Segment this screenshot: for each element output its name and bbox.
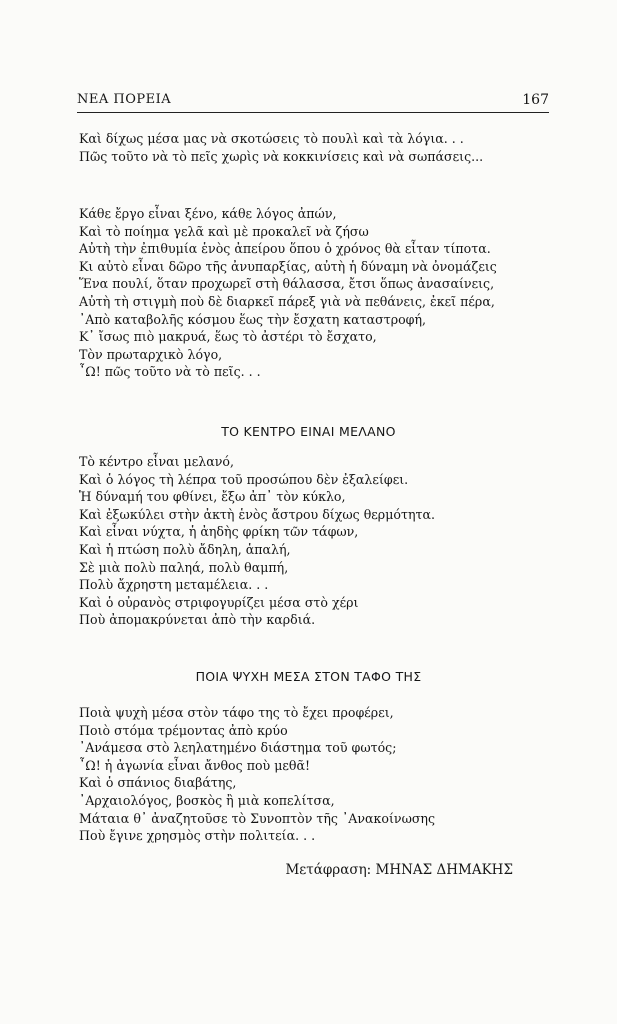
verse-line: ᾿Ανάμεσα στὸ λεηλατημένο διάστημα τοῦ φωτός; bbox=[79, 740, 397, 756]
verse-line: Ἡ δύναμή του φθίνει, ἔξω ἀπ᾿ τὸν κύκλο, bbox=[79, 489, 346, 505]
verse-line: Πῶς τοῦτο νὰ τὸ πεῖς χωρὶς νὰ κοκκινίσεις καὶ νὰ σωπάσεις... bbox=[79, 148, 484, 164]
verse-line: Πολὺ ἄχρηστη μεταμέλεια. . . bbox=[79, 577, 269, 593]
verse-line: ᾿Απὸ καταβολῆς κόσμου ἕως τὴν ἔσχατη καταστροφή, bbox=[79, 311, 427, 327]
verse-line: Καὶ ὁ οὐρανὸς στριφογυρίζει μέσα στὸ χέρι bbox=[79, 594, 359, 610]
poem-3-body bbox=[79, 704, 435, 845]
verse-line: Καὶ εἶναι νύχτα, ἡ ἀηδὴς φρίκη τῶν τάφων, bbox=[79, 524, 359, 540]
verse-line: Αὐτὴ τὴ στιγμὴ ποὺ δὲ διαρκεῖ πάρεξ γιὰ νὰ πεθάνεις, ἐκεῖ πέρα, bbox=[79, 293, 495, 309]
verse-line: Τὸ κέντρο εἶναι μελανό, bbox=[79, 454, 234, 469]
verse-line: Καὶ ἡ πτώση πολὺ ἄδηλη, ἁπαλή, bbox=[79, 541, 291, 557]
stanza-2 bbox=[79, 205, 497, 381]
verse-line: Καὶ ὁ λόγος τὴ λέπρα τοῦ προσώπου δὲν ἐξαλείφει. bbox=[79, 471, 409, 487]
verse-line: ῏Ω! ἡ ἀγωνία εἶναι ἄνθος ποὺ μεθᾶ! bbox=[79, 757, 311, 773]
verse-line: Ποιὰ ψυχὴ μέσα στὸν τάφο της τὸ ἔχει προφέρει, bbox=[79, 705, 394, 720]
verse-line: Καὶ ἐξωκύλει στὴν ἀκτὴ ἑνὸς ἄστρου δίχως θερμότητα. bbox=[79, 506, 435, 522]
running-header bbox=[77, 92, 549, 112]
journal-title: ΝΕΑ ΠΟΡΕΙΑ bbox=[77, 92, 172, 107]
verse-line: Καὶ ὁ σπάνιος διαβάτης, bbox=[79, 775, 237, 791]
verse-line: Καὶ τὸ ποίημα γελᾶ καὶ μὲ προκαλεῖ νὰ ζήσω bbox=[79, 223, 369, 239]
verse-line: Κάθε ἔργο εἶναι ξένο, κάθε λόγος ἀπών, bbox=[79, 206, 337, 221]
page-number: 167 bbox=[522, 92, 549, 108]
poem-title: ΤΟ ΚΕΝΤΡΟ ΕΙΝΑΙ ΜΕΛΑΝΟ bbox=[221, 424, 396, 439]
poem-2-body bbox=[79, 453, 435, 629]
verse-line: Ποὺ ἀπομακρύνεται ἀπὸ τὴν καρδιά. bbox=[79, 612, 316, 628]
verse-line: Αὐτὴ τὴν ἐπιθυμία ἑνὸς ἀπείρου ὅπου ὁ χρόνος θὰ εἶταν τίποτα. bbox=[79, 241, 491, 257]
verse-line: Σὲ μιὰ πολὺ παληά, πολὺ θαμπή, bbox=[79, 559, 289, 575]
poem-title: ΠΟΙΑ ΨΥΧΗ ΜΕΣΑ ΣΤΟΝ ΤΑΦΟ ΤΗΣ bbox=[195, 669, 422, 684]
verse-line: Μάταια θ᾿ ἀναζητοῦσε τὸ Συνοπτὸν τῆς ᾿Ανακοίνωσης bbox=[79, 810, 436, 826]
verse-line: Ἕνα πουλί, ὅταν προχωρεῖ στὴ θάλασσα, ἔτσι ὅπως ἀνασαίνεις, bbox=[79, 276, 495, 292]
verse-line: Ποὺ ἔγινε χρησμὸς στὴν πολιτεία. . . bbox=[79, 828, 316, 844]
verse-line: ῏Ω! πῶς τοῦτο νὰ τὸ πεῖς. . . bbox=[79, 364, 261, 380]
translator-credit: Μετάφραση: ΜΗΝΑΣ ΔΗΜΑΚΗΣ bbox=[285, 862, 513, 878]
header-rule bbox=[77, 112, 549, 113]
stanza-1 bbox=[79, 130, 483, 165]
verse-line: Κι αὐτὸ εἶναι δῶρο τῆς ἀνυπαρξίας, αὐτὴ ἡ δύναμη νὰ ὀνομάζεις bbox=[79, 258, 497, 274]
verse-line: Κ᾿ ἴσως πιὸ μακρυά, ἕως τὸ ἀστέρι τὸ ἔσχατο, bbox=[79, 329, 377, 345]
verse-line: ᾿Αρχαιολόγος, βοσκὸς ἢ μιὰ κοπελίτσα, bbox=[79, 792, 335, 808]
verse-line: Τὸν πρωταρχικὸ λόγο, bbox=[79, 346, 223, 362]
verse-line: Καὶ δίχως μέσα μας νὰ σκοτώσεις τὸ πουλὶ καὶ τὰ λόγια. . . bbox=[79, 131, 464, 146]
verse-line: Ποιὸ στόμα τρέμοντας ἀπὸ κρύο bbox=[79, 722, 288, 738]
